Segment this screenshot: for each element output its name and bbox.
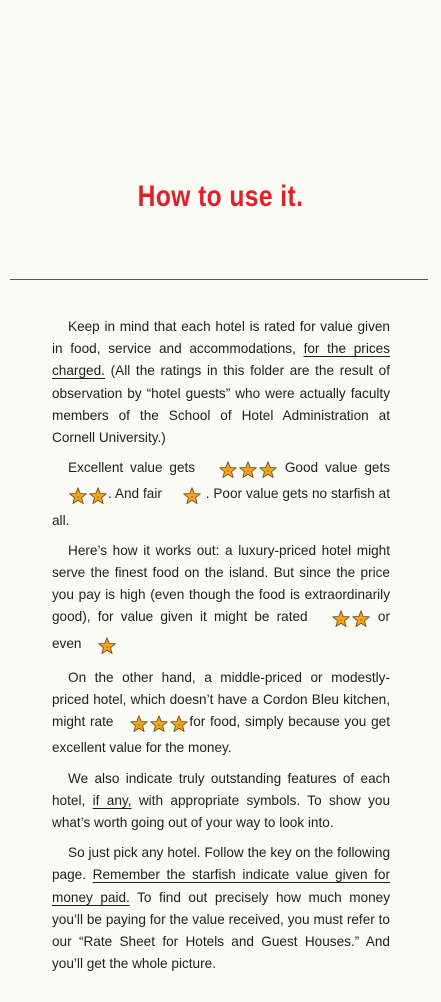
text: for food, simply because you get excellent value for the money.: [52, 714, 390, 756]
page-title: How to use it.: [137, 180, 304, 213]
excellent-rating-stars: [202, 461, 278, 483]
starfish-icon: [258, 461, 278, 480]
text: . Poor value gets no starfish at all.: [52, 486, 390, 528]
fair-rating-stars: [166, 487, 202, 509]
starfish-icon: [238, 461, 258, 480]
underlined-text: Remember the starfish indicate value given for money paid.: [52, 867, 390, 905]
one-star-rating: [81, 637, 117, 659]
divider: [10, 279, 428, 280]
text: Good value gets: [284, 460, 391, 476]
text: So just pick any hotel. Follow the key on the following page.: [52, 845, 390, 883]
text: We also indicate truly outstanding features of each hotel,: [52, 770, 390, 808]
text: (All the ratings in this folder are the result of observation by “hotel guests” who were actually faculty members of the School of Hotel Administration at Cornell University.): [52, 363, 390, 446]
text: To find out precisely how much money you’ll be paying for the value received, you must refer to our “Rate Sheet for Hotels and Guest Houses.” And you’ll get the whole picture.: [52, 889, 391, 972]
paragraph-middle-price-example: [52, 667, 390, 760]
text: Here’s how it works out: a luxury-priced hotel might serve the finest food on the island. But since the price you pay is high (even though the food is extraordinarily good), for value given it might be rated: [52, 542, 390, 625]
paragraph-symbols: [52, 768, 390, 835]
body-text: [52, 316, 390, 983]
starfish-icon: [129, 715, 149, 734]
paragraph-summary: [52, 842, 390, 975]
starfish-icon: [351, 610, 371, 629]
starfish-icon: [68, 487, 88, 506]
text: On the other hand, a middle-priced or modestly-priced hotel, which doesn’t have a Cordon Bleu kitchen, might rate: [52, 669, 390, 730]
starfish-icon: [169, 715, 189, 734]
underlined-text: for the prices charged.: [52, 341, 390, 379]
text: Keep in mind that each hotel is rated for value given in food, service and accommodations,: [52, 319, 390, 357]
starfish-icon: [97, 637, 117, 656]
text: . And fair: [108, 486, 166, 502]
paragraph-rating-intro: [52, 316, 390, 449]
paragraph-luxury-example: [52, 540, 390, 659]
underlined-text: if any,: [92, 792, 132, 808]
starfish-icon: [331, 610, 351, 629]
starfish-icon: [88, 487, 108, 506]
starfish-icon: [149, 715, 169, 734]
paragraph-rating-key: [52, 457, 390, 532]
text: with appropriate symbols. To show you what’s worth going out of your way to look into.: [52, 792, 391, 831]
starfish-icon: [218, 461, 238, 480]
good-rating-stars: [52, 487, 108, 509]
text: or even: [52, 609, 391, 651]
two-star-rating: [315, 610, 371, 632]
starfish-icon: [182, 487, 202, 506]
text: Excellent value gets: [68, 460, 196, 476]
three-star-rating: [113, 715, 189, 737]
